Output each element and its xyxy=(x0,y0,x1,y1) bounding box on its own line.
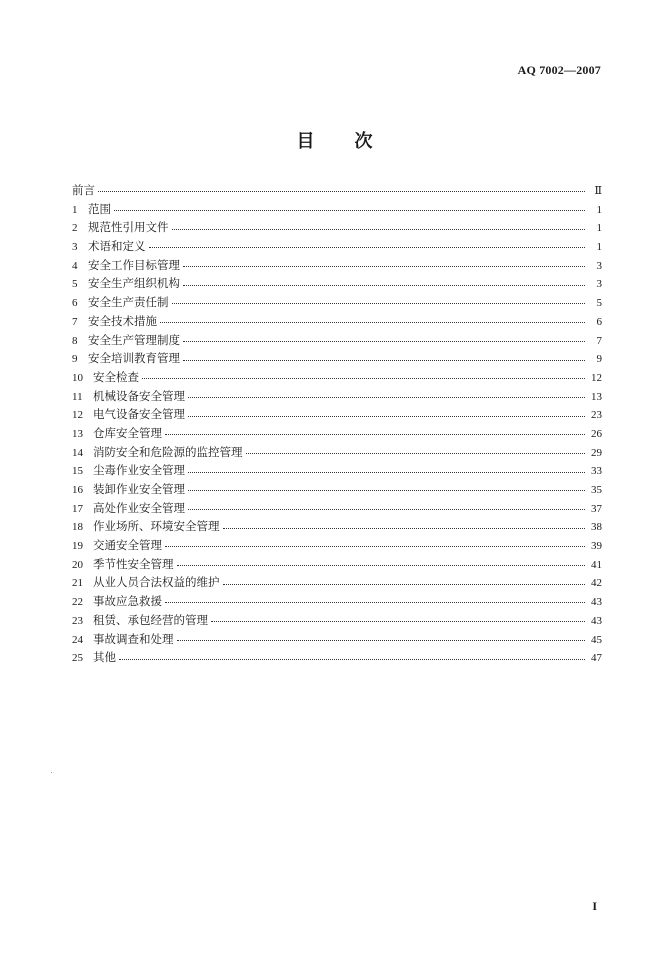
toc-entry-page: 13 xyxy=(591,390,602,403)
toc-entry-number: 10 xyxy=(72,371,83,384)
toc-entry-page: 1 xyxy=(596,203,602,216)
toc-entry[interactable] xyxy=(72,630,602,649)
toc-entry-title: 高处作业安全管理 xyxy=(93,500,185,515)
toc-entry[interactable] xyxy=(72,536,602,555)
toc-entry[interactable] xyxy=(72,480,602,499)
toc-entry-number: 13 xyxy=(72,427,83,440)
toc-entry-title: 术语和定义 xyxy=(88,239,146,254)
toc-entry-title: 装卸作业安全管理 xyxy=(93,482,185,496)
toc-leader-dots xyxy=(223,583,586,585)
toc-entry-number: 20 xyxy=(72,558,83,571)
toc-entry-title: 事故调查和处理 xyxy=(93,631,174,646)
toc-leader-dots xyxy=(223,527,586,529)
toc-entry[interactable] xyxy=(72,349,602,368)
toc-entry[interactable] xyxy=(72,387,602,406)
toc-leader-dots xyxy=(188,508,585,510)
toc-entry-title: 安全技术措施 xyxy=(88,313,157,328)
toc-leader-dots xyxy=(165,433,585,435)
toc-entry-page: 3 xyxy=(596,278,602,291)
toc-entry[interactable] xyxy=(72,611,602,630)
toc-entry-title: 从业人员合法权益的维护 xyxy=(93,575,220,590)
toc-entry-page: 43 xyxy=(591,614,602,627)
toc-entry-title: 规范性引用文件 xyxy=(88,220,169,235)
toc-entry[interactable] xyxy=(72,424,602,443)
toc-entry-number: 23 xyxy=(72,614,83,627)
toc-entry-number: 24 xyxy=(72,633,83,646)
toc-entry-number: 4 xyxy=(72,259,78,272)
toc-list xyxy=(72,181,602,667)
toc-entry[interactable] xyxy=(72,293,602,312)
toc-entry-page: 42 xyxy=(591,577,602,590)
toc-leader-dots xyxy=(114,209,585,211)
toc-entry[interactable] xyxy=(72,237,602,256)
toc-leader-dots xyxy=(165,545,585,547)
toc-entry[interactable] xyxy=(72,517,602,536)
toc-entry-page: 1 xyxy=(596,241,602,254)
toc-leader-dots xyxy=(211,620,585,622)
toc-entry-number: 2 xyxy=(72,222,78,235)
toc-entry-number: 11 xyxy=(72,390,83,403)
toc-leader-dots xyxy=(246,452,586,454)
toc-entry[interactable] xyxy=(72,499,602,518)
toc-leader-dots xyxy=(188,471,585,473)
toc-entry-number: 9 xyxy=(72,353,78,366)
toc-leader-dots xyxy=(177,564,586,566)
page-number: I xyxy=(592,899,597,913)
toc-leader-dots xyxy=(149,246,586,248)
toc-entry-number: 17 xyxy=(72,502,83,515)
toc-leader-dots xyxy=(183,359,585,361)
toc-entry[interactable] xyxy=(72,274,602,293)
toc-entry-title: 前言 xyxy=(72,183,95,197)
toc-leader-dots xyxy=(183,284,585,286)
toc-entry-page: 43 xyxy=(591,596,602,609)
toc-leader-dots xyxy=(98,190,585,192)
toc-entry-title: 仓库安全管理 xyxy=(93,425,162,440)
toc-leader-dots xyxy=(177,639,586,641)
toc-title xyxy=(0,127,669,153)
toc-entry-title: 其他 xyxy=(93,650,116,665)
toc-entry-title: 电气设备安全管理 xyxy=(93,407,185,422)
toc-entry-title: 消防安全和危险源的监控管理 xyxy=(93,444,243,459)
toc-entry-number: 14 xyxy=(72,446,83,459)
toc-entry-page: 12 xyxy=(591,371,602,384)
scan-speck xyxy=(51,772,52,773)
toc-entry[interactable] xyxy=(72,256,602,275)
toc-entry-page: 23 xyxy=(591,409,602,422)
toc-leader-dots xyxy=(188,489,585,491)
toc-entry-page: 39 xyxy=(591,540,602,553)
toc-entry-number: 8 xyxy=(72,334,78,347)
toc-entry-number: 21 xyxy=(72,577,83,590)
toc-entry-page: 38 xyxy=(591,521,602,534)
toc-leader-dots xyxy=(142,377,585,379)
toc-entry-page: 33 xyxy=(591,465,602,478)
toc-entry-number: 18 xyxy=(72,521,83,534)
toc-entry[interactable] xyxy=(72,555,602,574)
toc-title-part1: 目 xyxy=(296,131,315,152)
toc-entry[interactable] xyxy=(72,592,602,611)
toc-entry-number: 16 xyxy=(72,484,83,496)
toc-entry-title: 事故应急救援 xyxy=(93,594,162,609)
toc-entry-number: 5 xyxy=(72,278,78,291)
toc-entry-title: 尘毒作业安全管理 xyxy=(93,463,185,478)
toc-entry-page: 41 xyxy=(591,558,602,571)
toc-entry-title: 机械设备安全管理 xyxy=(93,388,185,403)
toc-entry[interactable] xyxy=(72,312,602,331)
toc-entry-number: 22 xyxy=(72,596,83,609)
toc-entry-page: 35 xyxy=(591,484,602,496)
toc-entry-number: 25 xyxy=(72,652,83,665)
toc-entry-title: 安全生产责任制 xyxy=(88,295,169,310)
toc-entry-number: 19 xyxy=(72,540,83,553)
toc-entry-number: 3 xyxy=(72,241,78,254)
toc-entry-title: 安全生产组织机构 xyxy=(88,276,180,291)
toc-entry-number: 12 xyxy=(72,409,83,422)
toc-entry[interactable] xyxy=(72,405,602,424)
toc-entry-title: 安全生产管理制度 xyxy=(88,332,180,347)
toc-entry-title: 安全培训教育管理 xyxy=(88,351,180,366)
toc-entry-page: 45 xyxy=(591,633,602,646)
toc-entry[interactable] xyxy=(72,573,602,592)
toc-entry-number: 7 xyxy=(72,315,78,328)
toc-entry-title: 作业场所、环境安全管理 xyxy=(93,519,220,534)
toc-entry[interactable] xyxy=(72,368,602,387)
toc-entry[interactable] xyxy=(72,218,602,237)
toc-entry-page: 5 xyxy=(596,297,602,310)
toc-entry-number: 1 xyxy=(72,203,78,216)
toc-entry[interactable] xyxy=(72,181,602,200)
toc-leader-dots xyxy=(188,396,585,398)
toc-entry-page: 7 xyxy=(596,334,602,347)
toc-leader-dots xyxy=(183,340,585,342)
toc-entry[interactable] xyxy=(72,461,602,480)
toc-entry-title: 安全检查 xyxy=(93,369,139,384)
toc-entry-page: Ⅱ xyxy=(594,185,602,197)
toc-entry[interactable] xyxy=(72,200,602,219)
toc-entry-page: 1 xyxy=(596,222,602,235)
toc-entry-page: 29 xyxy=(591,446,602,459)
standard-code: AQ 7002—2007 xyxy=(517,63,601,77)
toc-entry-page: 26 xyxy=(591,427,602,440)
toc-entry-title: 范围 xyxy=(88,201,111,216)
toc-entry-page: 47 xyxy=(591,652,602,665)
toc-entry-page: 6 xyxy=(596,315,602,328)
toc-leader-dots xyxy=(165,601,585,603)
toc-leader-dots xyxy=(172,302,586,304)
toc-entry-title: 租赁、承包经营的管理 xyxy=(93,612,208,627)
toc-entry-page: 9 xyxy=(596,353,602,366)
toc-entry[interactable] xyxy=(72,331,602,350)
toc-leader-dots xyxy=(119,658,585,660)
toc-leader-dots xyxy=(172,228,586,230)
toc-entry-title: 季节性安全管理 xyxy=(93,556,174,571)
toc-entry[interactable] xyxy=(72,443,602,462)
toc-entry-page: 37 xyxy=(591,502,602,515)
toc-entry-title: 安全工作目标管理 xyxy=(88,257,180,272)
toc-leader-dots xyxy=(183,265,585,267)
toc-entry-title: 交通安全管理 xyxy=(93,538,162,553)
toc-leader-dots xyxy=(160,321,585,323)
toc-entry-page: 3 xyxy=(596,259,602,272)
toc-leader-dots xyxy=(188,415,585,417)
toc-entry-number: 15 xyxy=(72,465,83,478)
toc-entry-number: 6 xyxy=(72,297,78,310)
toc-title-part2: 次 xyxy=(354,131,373,152)
toc-entry[interactable] xyxy=(72,648,602,667)
